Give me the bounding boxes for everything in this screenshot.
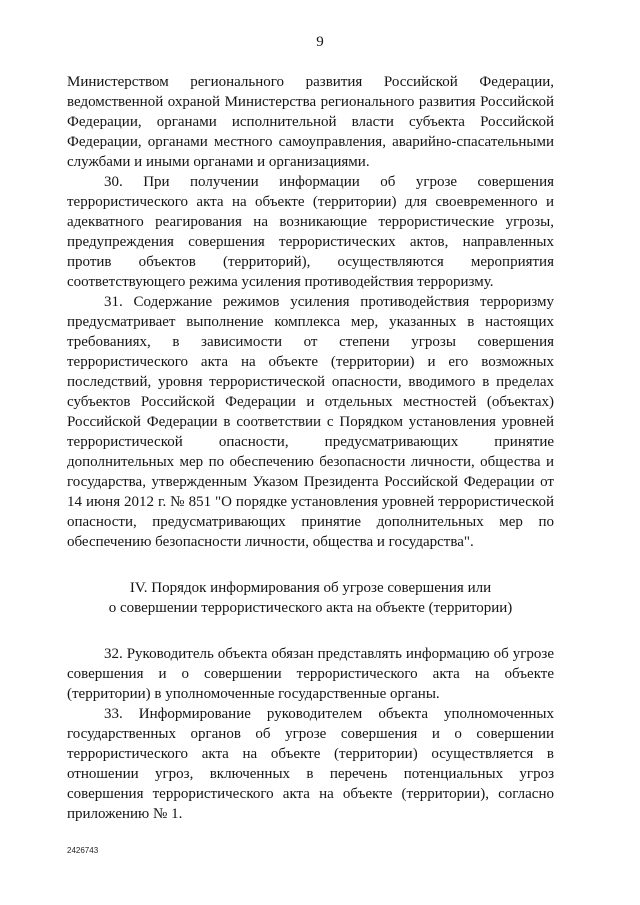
paragraph-33: 33. Информирование руководителем объекта уполномоченных государственных органов об угрозе совершения и о совершении террористического акта на объекте (территории) осуществляется в отношении угроз, включенных в перечень потенциальных угроз совершения террористического акта на объекте (территории), согласно приложению № 1.	[67, 706, 554, 822]
document-code: 2426743	[67, 846, 99, 855]
page-number: 9	[316, 34, 324, 50]
document-body	[67, 72, 554, 824]
paragraph-32: 32. Руководитель объекта обязан представлять информацию об угрозе совершения и о совершении террористического акта на объекте (территории) в уполномоченные государственные органы.	[67, 646, 554, 702]
paragraph-continuation: Министерством регионального развития Российской Федерации, ведомственной охраной Министерства регионального развития Российской Федерации, органами исполнительной власти субъекта Российской Федерации, органами местного самоуправления, аварийно-спасательными службами и иными органами и организациями.	[67, 74, 554, 170]
section-heading	[67, 578, 554, 618]
paragraph-31: 31. Содержание режимов усиления противодействия терроризму предусматривает выполнение комплекса мер, указанных в настоящих требованиях, в зависимости от степени угрозы совершения террористического акта на объекте (территории) и его возможных последствий, уровня террористической опасности, вводимого в пределах субъектов Российской Федерации и отдельных местностей (объектах) Российской Федерации в соответствии с Порядком установления уровней террористической опасности, предусматривающих принятие дополнительных мер по обеспечению безопасности личности, общества и государства, утвержденным Указом Президента Российской Федерации от 14 июня 2012 г. № 851 "О порядке установления уровней террористической опасности, предусматривающих принятие дополнительных мер по обеспечению безопасности личности, общества и государства".	[67, 294, 554, 550]
section-heading-line-2: о совершении террористического акта на объекте (территории)	[108, 600, 513, 616]
section-heading-line-1: IV. Порядок информирования об угрозе совершения или	[129, 580, 492, 596]
paragraph-30: 30. При получении информации об угрозе совершения террористического акта на объекте (территории) для своевременного и адекватного реагирования на возникающие террористические угрозы, предупреждения совершения террористических актов, направленных против объектов (территорий), осуществляются мероприятия соответствующего режима усиления противодействия терроризму.	[67, 174, 554, 290]
